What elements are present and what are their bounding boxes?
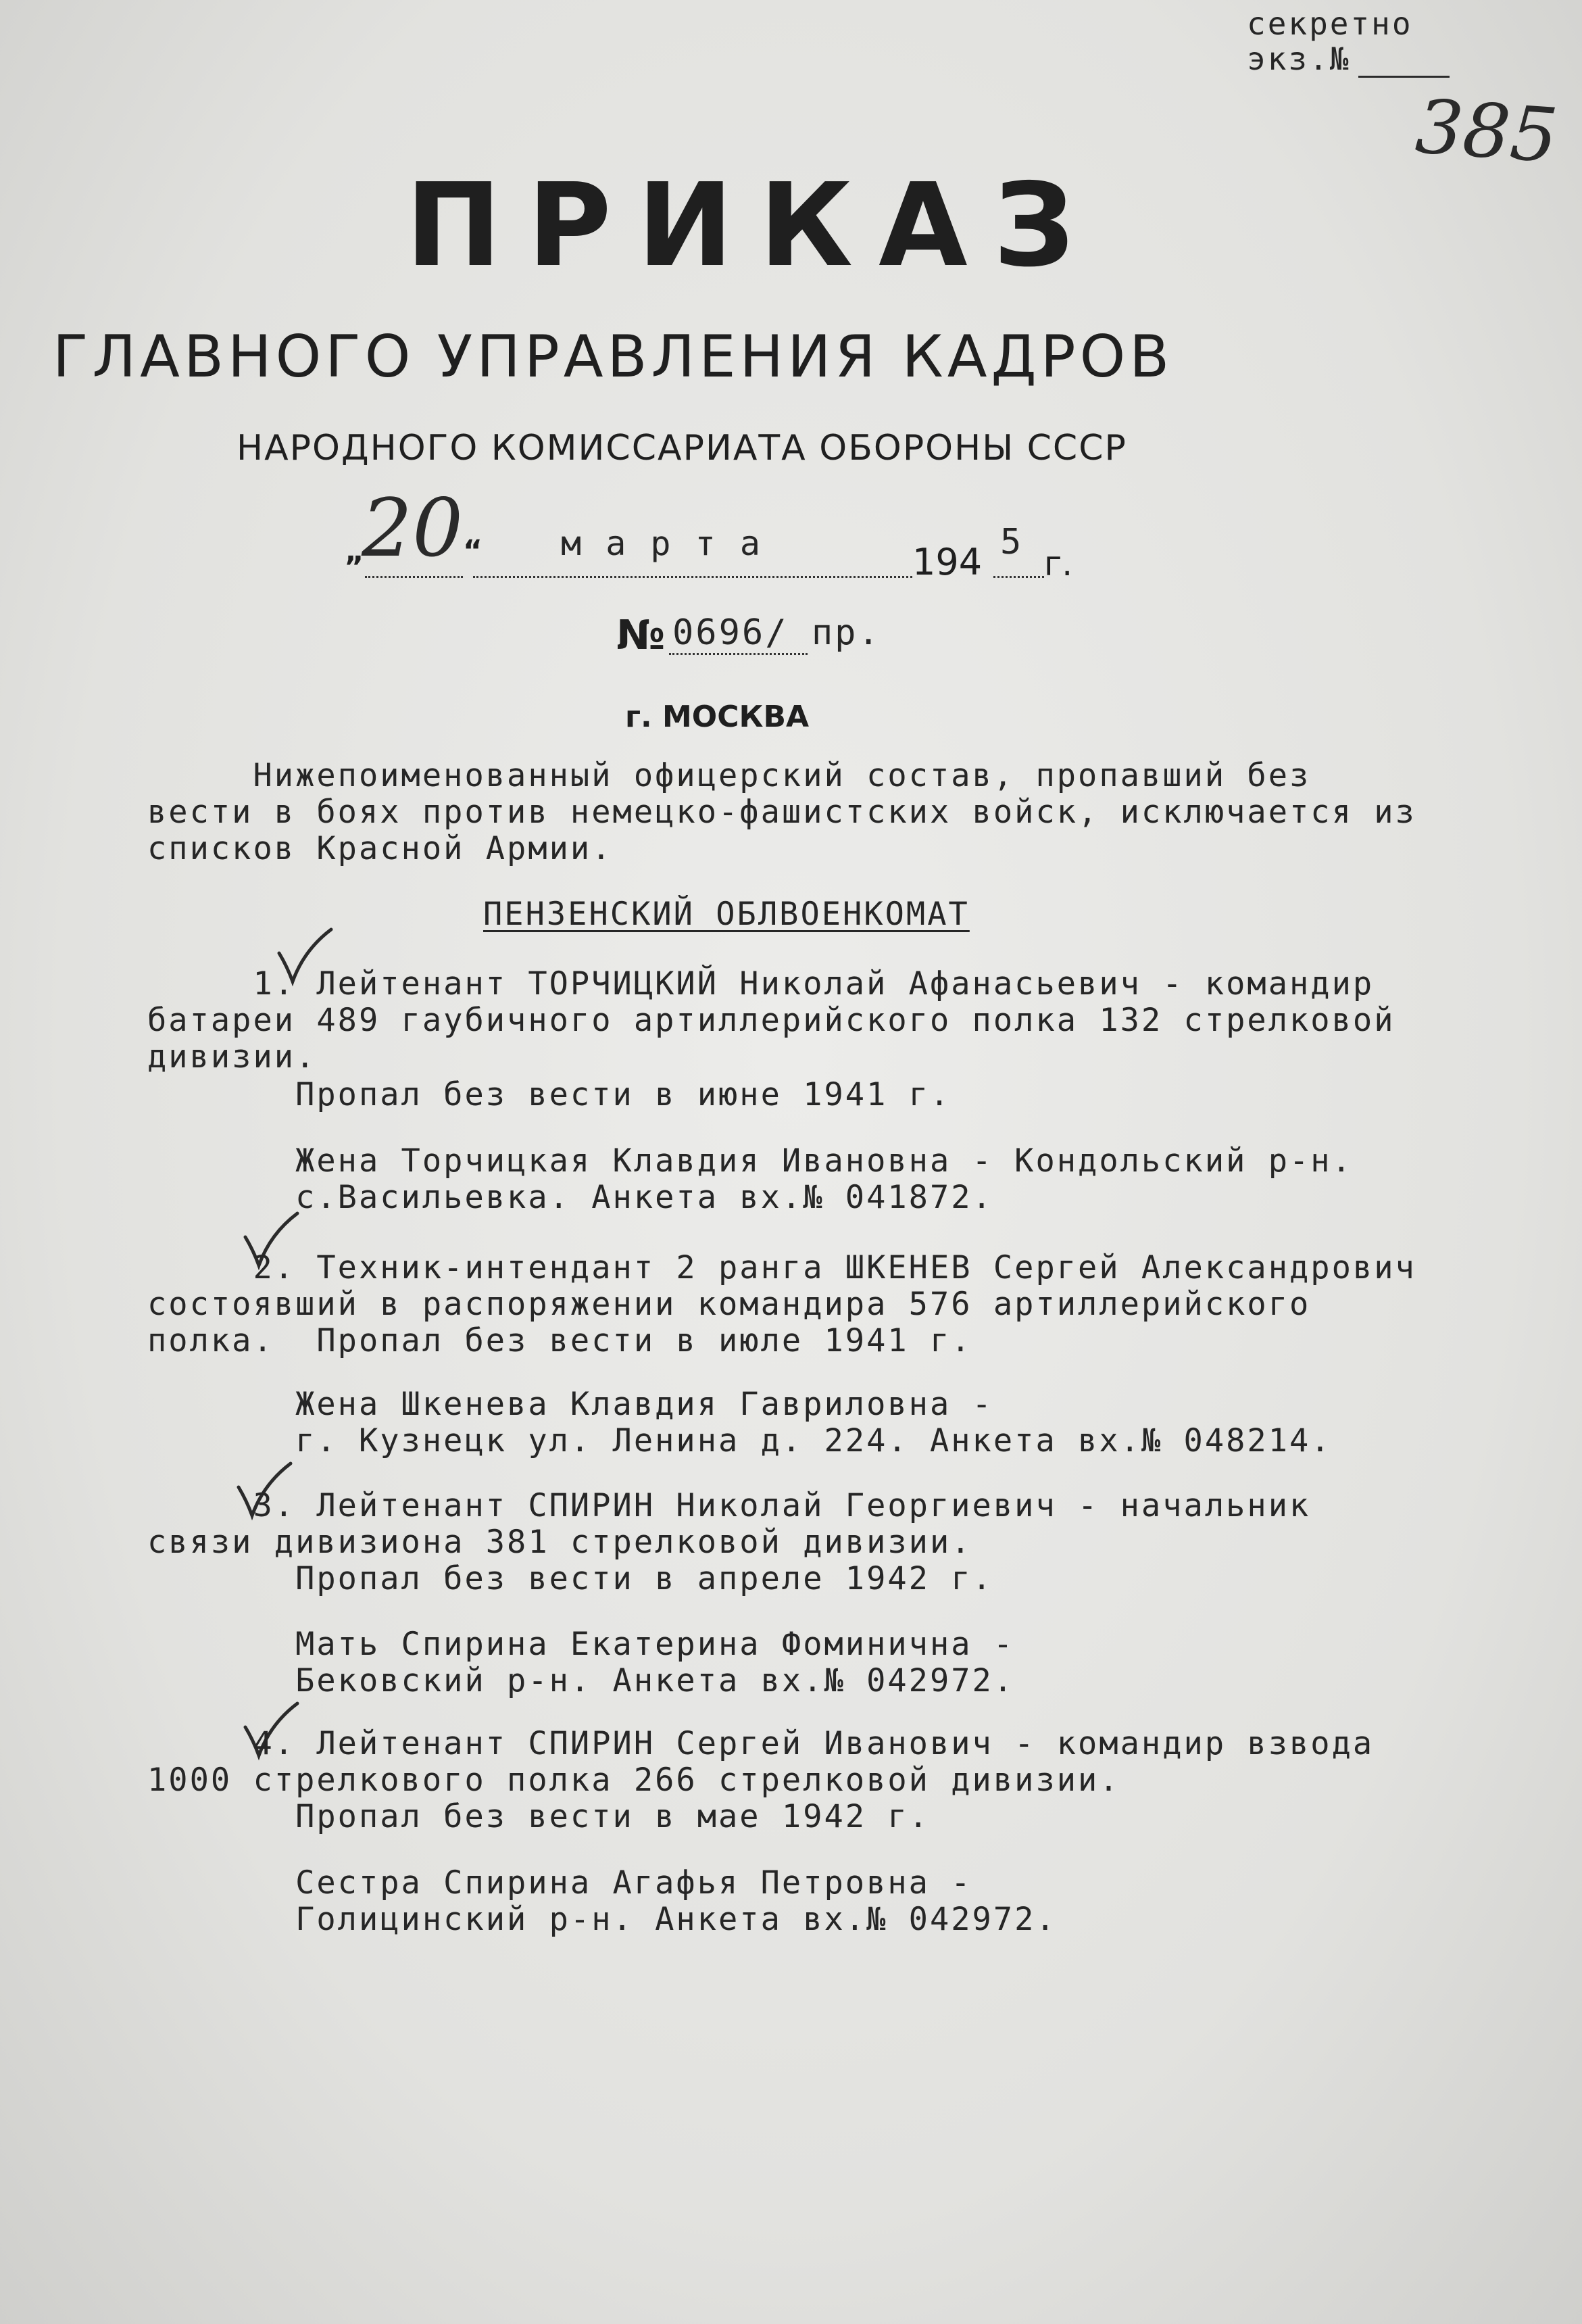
date-quote-close: “ bbox=[463, 534, 483, 568]
entry-4-relative-2: Голицинский р-н. Анкета вх.№ 042972. bbox=[147, 1901, 1057, 1938]
date-month: м а р т а bbox=[561, 524, 762, 563]
section-title: ПЕНЗЕНСКИЙ ОБЛВОЕНКОМАТ bbox=[483, 896, 970, 933]
entry-3-relative-2: Бековский р-н. Анкета вх.№ 042972. bbox=[147, 1662, 1015, 1699]
date-quote-open: „ bbox=[345, 534, 364, 568]
intro-line-2: вести в боях против немецко-фашистских войск, исключается из bbox=[147, 794, 1416, 831]
entry-4-line-1: 4. Лейтенант СПИРИН Сергей Иванович - командир взвода bbox=[147, 1725, 1375, 1762]
document-title: ПРИКАЗ bbox=[405, 159, 1101, 293]
entry-4-relative-1: Сестра Спирина Агафья Петровна - bbox=[147, 1864, 972, 1902]
copy-number-line bbox=[1358, 76, 1450, 78]
organization-name: НАРОДНОГО КОМИССАРИАТА ОБОРОНЫ СССР bbox=[237, 428, 1127, 468]
entry-3-line-2: связи дивизиона 381 стрелковой дивизии. bbox=[147, 1524, 972, 1561]
order-number-value: 0696/ пр. bbox=[672, 612, 881, 653]
city: г. МОСКВА bbox=[625, 700, 810, 734]
date-year-dots bbox=[993, 576, 1044, 578]
date-day-dots bbox=[365, 576, 463, 578]
entry-4-line-3: Пропал без вести в мае 1942 г. bbox=[147, 1798, 930, 1835]
handwritten-archive-number: 385 bbox=[1412, 82, 1561, 180]
entry-3-relative-1: Мать Спирина Екатерина Фоминична - bbox=[147, 1626, 1015, 1663]
secret-marking: секретно bbox=[1247, 5, 1413, 42]
date-year-end: г. bbox=[1044, 544, 1073, 583]
date-month-dots bbox=[473, 576, 912, 578]
entry-1-relative-2: с.Васильевка. Анкета вх.№ 041872. bbox=[147, 1179, 993, 1216]
intro-line-3: списков Красной Армии. bbox=[147, 830, 613, 867]
copy-number-label: экз.№ bbox=[1247, 41, 1351, 77]
entry-3-line-3: Пропал без вести в апреле 1942 г. bbox=[147, 1560, 993, 1597]
entry-1-line-4: Пропал без вести в июне 1941 г. bbox=[147, 1076, 951, 1113]
entry-2-line-1: 2. Техник-интендант 2 ранга ШКЕНЕВ Сергей Александрович bbox=[147, 1249, 1416, 1286]
entry-2-line-3: полка. Пропал без вести в июле 1941 г. bbox=[147, 1322, 972, 1359]
order-number-dots bbox=[669, 653, 808, 655]
date-day: 20 bbox=[362, 481, 464, 575]
document-subtitle: ГЛАВНОГО УПРАВЛЕНИЯ КАДРОВ bbox=[53, 323, 1174, 391]
entry-2-line-2: состоявший в распоряжении командира 576 артиллерийского bbox=[147, 1286, 1311, 1323]
date-year-prefix: 194 bbox=[912, 541, 983, 583]
date-year-suffix: 5 bbox=[1000, 522, 1024, 562]
entry-2-relative-1: Жена Шкенева Клавдия Гавриловна - bbox=[147, 1386, 993, 1423]
entry-1-line-2: батареи 489 гаубичного артиллерийского полка 132 стрелковой bbox=[147, 1002, 1395, 1039]
entry-3-line-1: 3. Лейтенант СПИРИН Николай Георгиевич - начальник bbox=[147, 1487, 1311, 1524]
entry-1-line-1: 1. Лейтенант ТОРЧИЦКИЙ Николай Афанасьевич - командир bbox=[147, 965, 1375, 1002]
entry-1-line-3: дивизии. bbox=[147, 1038, 317, 1075]
entry-4-line-2: 1000 стрелкового полка 266 стрелковой дивизии. bbox=[147, 1762, 1120, 1799]
entry-1-relative-1: Жена Торчицкая Клавдия Ивановна - Кондольский р-н. bbox=[147, 1142, 1353, 1180]
entry-2-relative-2: г. Кузнецк ул. Ленина д. 224. Анкета вх.№ 048214. bbox=[147, 1422, 1332, 1459]
intro-line-1: Нижепоименованный офицерский состав, пропавший без bbox=[147, 757, 1311, 794]
order-number-label: № bbox=[616, 612, 666, 659]
